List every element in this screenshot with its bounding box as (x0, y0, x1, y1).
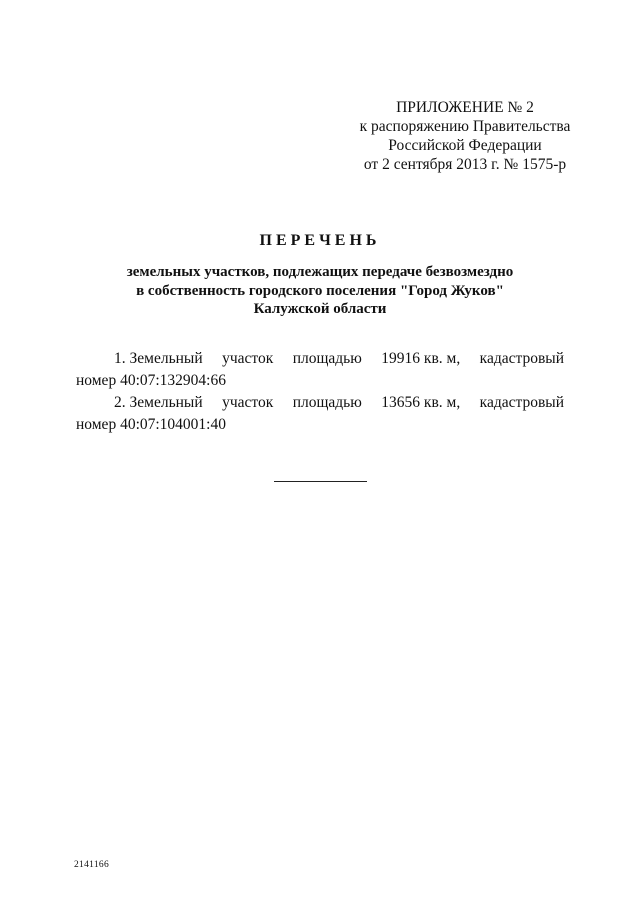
list-item-first-line (76, 348, 564, 370)
list-item-first-line (76, 392, 564, 414)
item-cadastral-number: номер 40:07:132904:66 (76, 372, 226, 389)
title-subtitle (60, 263, 580, 319)
document-number: 2141166 (74, 860, 109, 870)
land-plot-list (76, 348, 564, 436)
list-item (76, 348, 564, 392)
item-word: площадью (292, 394, 362, 411)
document-title (60, 232, 580, 319)
item-word: площадью (292, 350, 362, 367)
item-cadastral-number: номер 40:07:104001:40 (76, 416, 226, 433)
title-main: ПЕРЕЧЕНЬ (259, 232, 381, 249)
appendix-date: от 2 сентября 2013 г. № 1575-р (363, 156, 567, 173)
item-word: кадастровый (479, 350, 564, 367)
item-word: участок (222, 394, 274, 411)
item-word: участок (222, 350, 274, 367)
item-word: 1. Земельный (114, 350, 203, 367)
appendix-authority: Российской Федерации (388, 137, 542, 154)
end-separator-line (274, 481, 367, 482)
appendix-reference: к распоряжению Правительства (359, 118, 571, 135)
title-line-1: земельных участков, подлежащих передаче безвозмездно (126, 264, 514, 280)
appendix-header (330, 98, 600, 174)
item-area: 19916 кв. м, (381, 350, 461, 367)
appendix-number: ПРИЛОЖЕНИЕ № 2 (396, 99, 534, 116)
title-line-2: в собственность городского поселения "Город Жуков" (136, 282, 504, 299)
item-area: 13656 кв. м, (381, 394, 461, 411)
title-line-3: Калужской области (253, 301, 387, 317)
item-word: 2. Земельный (114, 394, 203, 411)
item-word: кадастровый (479, 394, 564, 411)
list-item (76, 392, 564, 436)
